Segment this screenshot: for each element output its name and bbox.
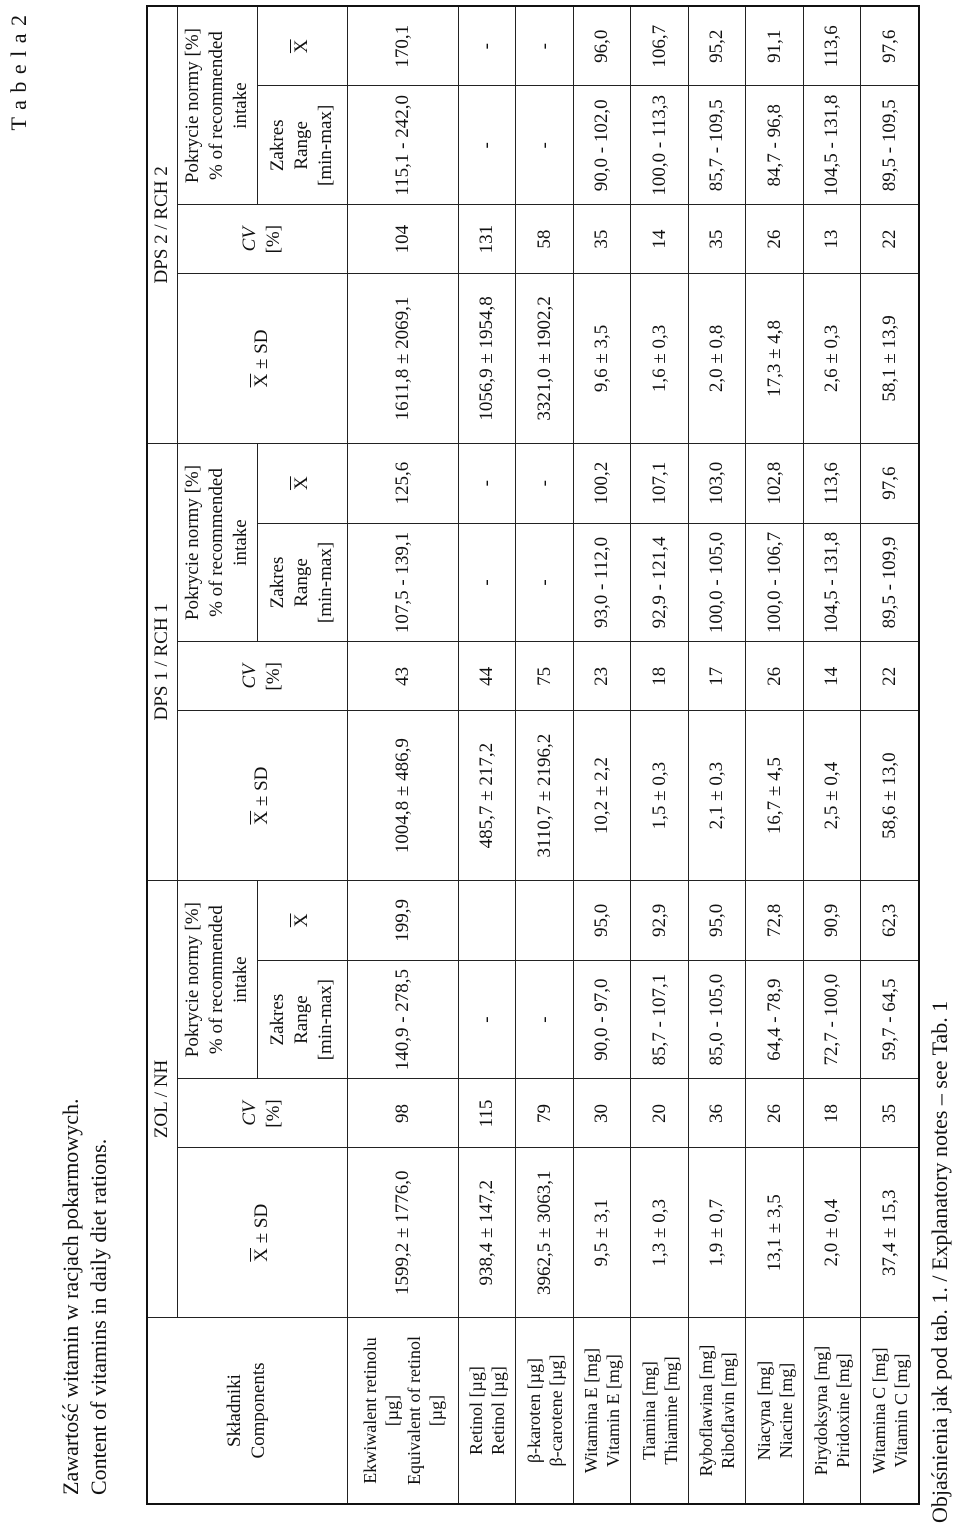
range-label: [min-max] bbox=[315, 541, 336, 624]
cv-cell: 30 bbox=[573, 1079, 631, 1148]
mean-sd-cell: 13,1 ± 3,5 bbox=[746, 1148, 804, 1318]
component-name-en: Niacine [mg] bbox=[775, 1362, 796, 1459]
mean-sd-cell: 1,3 ± 0,3 bbox=[631, 1148, 689, 1318]
mean-sd-cell: 485,7 ± 217,2 bbox=[458, 711, 516, 881]
coverage-mean-cell: 97,6 bbox=[861, 443, 919, 523]
mean-symbol: $\overline{X}$ bbox=[251, 810, 272, 825]
range-cell: 104,5 - 131,8 bbox=[803, 523, 861, 642]
footnote: Objaśnienia jak pod tab. 1. / Explanatory notes – see Tab. 1 bbox=[927, 1000, 952, 1523]
range-label: Range bbox=[291, 558, 312, 607]
range-cell: 104,5 - 131,8 bbox=[803, 86, 861, 205]
cv-cell: 104 bbox=[347, 205, 458, 274]
component-name-en: Vitamin C [mg] bbox=[890, 1353, 911, 1468]
cv-cell: 20 bbox=[631, 1079, 689, 1148]
range-label: Range bbox=[291, 121, 312, 170]
component-cell bbox=[631, 1318, 689, 1504]
coverage-mean-cell: - bbox=[458, 443, 516, 523]
component-name-pl: Pirydoksyna [mg] bbox=[811, 1345, 832, 1476]
mean-sd-header bbox=[177, 711, 347, 881]
mean-sd-cell: 1,6 ± 0,3 bbox=[631, 274, 689, 444]
component-name-pl: Witamina E [mg] bbox=[581, 1347, 602, 1474]
range-cell: 89,5 - 109,9 bbox=[861, 523, 919, 642]
range-cell: 140,9 - 278,5 bbox=[347, 960, 458, 1079]
cv-cell: 26 bbox=[746, 642, 804, 711]
range-cell: 84,7 - 96,8 bbox=[746, 86, 804, 205]
coverage-mean-symbol: $\overline{X}$ bbox=[291, 476, 312, 491]
coverage-mean-cell: 95,0 bbox=[573, 880, 631, 960]
components-header-pl: Składniki bbox=[224, 1374, 246, 1447]
range-cell: - bbox=[516, 523, 574, 642]
mean-sd-cell: 37,4 ± 15,3 bbox=[861, 1148, 919, 1318]
cv-cell: 115 bbox=[458, 1079, 516, 1148]
component-name-pl: Ryboflawina [mg] bbox=[696, 1344, 717, 1477]
range-header bbox=[257, 960, 347, 1079]
mean-sd-cell: 17,3 ± 4,8 bbox=[746, 274, 804, 444]
range-cell: 115,1 - 242,0 bbox=[347, 86, 458, 205]
range-cell: 100,0 - 113,3 bbox=[631, 86, 689, 205]
cv-cell: 35 bbox=[861, 1079, 919, 1148]
coverage-mean-cell: 95,0 bbox=[688, 880, 746, 960]
cv-cell: 26 bbox=[746, 1079, 804, 1148]
mean-sd-cell: 2,1 ± 0,3 bbox=[688, 711, 746, 881]
component-cell bbox=[458, 1318, 516, 1504]
cv-label: CV bbox=[239, 1101, 260, 1126]
coverage-header bbox=[177, 443, 257, 642]
cv-label: CV bbox=[239, 664, 260, 689]
component-cell bbox=[688, 1318, 746, 1504]
range-cell: 64,4 - 78,9 bbox=[746, 960, 804, 1079]
cv-cell: 22 bbox=[861, 205, 919, 274]
group-header-3: DPS 2 / RCH 2 bbox=[147, 6, 177, 443]
cv-cell: 35 bbox=[573, 205, 631, 274]
component-cell bbox=[347, 1318, 458, 1504]
coverage-mean-cell: 72,8 bbox=[746, 880, 804, 960]
range-cell: 85,7 - 109,5 bbox=[688, 86, 746, 205]
range-label: Range bbox=[291, 995, 312, 1044]
mean-sd-cell: 2,0 ± 0,8 bbox=[688, 274, 746, 444]
coverage-mean-cell: 91,1 bbox=[746, 6, 804, 86]
table-row bbox=[573, 6, 631, 1504]
cv-cell: 17 bbox=[688, 642, 746, 711]
cv-unit: [%] bbox=[263, 662, 284, 691]
cv-cell: 13 bbox=[803, 205, 861, 274]
mean-sd-cell: 9,5 ± 3,1 bbox=[573, 1148, 631, 1318]
mean-sd-cell: 10,2 ± 2,2 bbox=[573, 711, 631, 881]
cv-cell: 18 bbox=[803, 1079, 861, 1148]
coverage-mean-cell: 102,8 bbox=[746, 443, 804, 523]
mean-sd-cell: 2,5 ± 0,4 bbox=[803, 711, 861, 881]
coverage-mean-cell: 95,2 bbox=[688, 6, 746, 86]
sd-label: ± SD bbox=[251, 329, 272, 369]
cv-cell: 36 bbox=[688, 1079, 746, 1148]
coverage-mean-cell: 199,9 bbox=[347, 880, 458, 960]
range-cell: 85,7 - 107,1 bbox=[631, 960, 689, 1079]
coverage-mean-cell: - bbox=[458, 6, 516, 86]
component-name-pl: Tiamina [mg] bbox=[638, 1361, 659, 1460]
component-name-en: Retinol [µg] bbox=[488, 1366, 509, 1455]
range-label: Zakres bbox=[267, 993, 288, 1046]
cv-cell: 58 bbox=[516, 205, 574, 274]
cv-cell: 131 bbox=[458, 205, 516, 274]
coverage-mean-cell bbox=[458, 880, 516, 960]
range-cell: 89,5 - 109,5 bbox=[861, 86, 919, 205]
component-name-pl: Witamina C [mg] bbox=[868, 1347, 889, 1474]
coverage-mean-cell: 100,2 bbox=[573, 443, 631, 523]
range-cell: 72,7 - 100,0 bbox=[803, 960, 861, 1079]
mean-sd-cell: 938,4 ± 147,2 bbox=[458, 1148, 516, 1318]
component-name-en: Equivalent of retinol [µg] bbox=[403, 1336, 446, 1485]
coverage-mean-cell: 113,6 bbox=[803, 6, 861, 86]
table-row bbox=[746, 6, 804, 1504]
mean-sd-cell: 1056,9 ± 1954,8 bbox=[458, 274, 516, 444]
coverage-mean-cell: 62,3 bbox=[861, 880, 919, 960]
cv-header bbox=[177, 642, 347, 711]
coverage-mean-cell: 103,0 bbox=[688, 443, 746, 523]
cv-cell: 23 bbox=[573, 642, 631, 711]
range-cell: - bbox=[458, 960, 516, 1079]
component-name-en: Vitamin E [mg] bbox=[603, 1354, 624, 1467]
range-label: [min-max] bbox=[315, 979, 336, 1061]
mean-sd-cell: 1,9 ± 0,7 bbox=[688, 1148, 746, 1318]
range-cell: 90,0 - 102,0 bbox=[573, 86, 631, 205]
coverage-label-en: % of recommended intake bbox=[206, 31, 251, 180]
coverage-header bbox=[177, 6, 257, 205]
table-title-en: Content of vitamins in daily diet rations. bbox=[86, 1138, 111, 1495]
cv-header bbox=[177, 1079, 347, 1148]
mean-sd-cell: 2,6 ± 0,3 bbox=[803, 274, 861, 444]
cv-cell: 44 bbox=[458, 642, 516, 711]
mean-sd-cell: 3321,0 ± 1902,2 bbox=[516, 274, 574, 444]
sd-label: ± SD bbox=[251, 1203, 272, 1244]
group-header-2: DPS 1 / RCH 1 bbox=[147, 443, 177, 880]
coverage-mean-cell: 113,6 bbox=[803, 443, 861, 523]
range-cell: 92,9 - 121,4 bbox=[631, 523, 689, 642]
coverage-mean-cell: 92,9 bbox=[631, 880, 689, 960]
coverage-mean-cell: 96,0 bbox=[573, 6, 631, 86]
cv-cell: 79 bbox=[516, 1079, 574, 1148]
coverage-mean-header bbox=[257, 443, 347, 523]
coverage-mean-cell: 90,9 bbox=[803, 880, 861, 960]
table-title-pl: Zawartość witamin w racjach pokarmowych. bbox=[58, 1098, 83, 1495]
table-row bbox=[688, 6, 746, 1504]
coverage-label-pl: Pokrycie normy [%] bbox=[182, 902, 203, 1058]
mean-sd-cell: 3110,7 ± 2196,2 bbox=[516, 711, 574, 881]
group-header-1: ZOL / NH bbox=[147, 880, 177, 1317]
range-label: Zakres bbox=[267, 556, 288, 609]
coverage-mean-cell: 170,1 bbox=[347, 6, 458, 86]
cv-cell: 14 bbox=[631, 205, 689, 274]
mean-sd-cell: 58,6 ± 13,0 bbox=[861, 711, 919, 881]
range-cell: - bbox=[458, 523, 516, 642]
component-name-pl: Ekwiwalent retinolu [µg] bbox=[359, 1337, 402, 1484]
component-cell bbox=[516, 1318, 574, 1504]
range-cell: - bbox=[516, 86, 574, 205]
coverage-label-en: % of recommended intake bbox=[206, 905, 251, 1055]
mean-sd-cell: 1611,8 ± 2069,1 bbox=[347, 274, 458, 444]
coverage-label-pl: Pokrycie normy [%] bbox=[182, 464, 203, 621]
vitamins-table bbox=[146, 5, 920, 1505]
range-cell: 100,0 - 106,7 bbox=[746, 523, 804, 642]
cv-cell: 22 bbox=[861, 642, 919, 711]
range-cell: 93,0 - 112,0 bbox=[573, 523, 631, 642]
component-cell bbox=[803, 1318, 861, 1504]
coverage-mean-symbol: $\overline{X}$ bbox=[291, 913, 312, 928]
range-label: [min-max] bbox=[315, 104, 336, 186]
table-row bbox=[458, 6, 516, 1504]
coverage-mean-symbol: $\overline{X}$ bbox=[291, 39, 312, 54]
components-header-en: Components bbox=[248, 1362, 270, 1459]
mean-sd-cell: 3962,5 ± 3063,1 bbox=[516, 1148, 574, 1318]
coverage-label-en: % of recommended intake bbox=[206, 468, 251, 617]
table-row bbox=[347, 6, 458, 1504]
table-row bbox=[631, 6, 689, 1504]
mean-symbol: $\overline{X}$ bbox=[251, 373, 272, 388]
component-cell bbox=[573, 1318, 631, 1504]
range-cell: 100,0 - 105,0 bbox=[688, 523, 746, 642]
component-name-en: Riboflavin [mg] bbox=[718, 1352, 739, 1469]
range-cell: - bbox=[516, 960, 574, 1079]
coverage-mean-cell bbox=[516, 880, 574, 960]
mean-sd-cell: 58,1 ± 13,9 bbox=[861, 274, 919, 444]
table-label: T a b e l a 2 bbox=[6, 14, 31, 131]
range-label: Zakres bbox=[267, 119, 288, 172]
cv-label: CV bbox=[239, 227, 260, 252]
coverage-mean-cell: 106,7 bbox=[631, 6, 689, 86]
sd-label: ± SD bbox=[251, 766, 272, 807]
component-cell bbox=[746, 1318, 804, 1504]
mean-sd-header bbox=[177, 1148, 347, 1318]
cv-unit: [%] bbox=[263, 224, 284, 254]
coverage-header bbox=[177, 880, 257, 1079]
component-name-pl: Niacyna [mg] bbox=[753, 1360, 774, 1461]
table-row bbox=[861, 6, 919, 1504]
mean-symbol: $\overline{X}$ bbox=[251, 1248, 272, 1262]
cv-cell: 35 bbox=[688, 205, 746, 274]
component-name-en: Thiamine [mg] bbox=[660, 1356, 681, 1465]
coverage-mean-header bbox=[257, 880, 347, 960]
components-header bbox=[147, 1318, 347, 1504]
coverage-label-pl: Pokrycie normy [%] bbox=[182, 28, 203, 184]
range-cell: 85,0 - 105,0 bbox=[688, 960, 746, 1079]
component-cell bbox=[861, 1318, 919, 1504]
mean-sd-cell: 1004,8 ± 486,9 bbox=[347, 711, 458, 881]
range-cell: 59,7 - 64,5 bbox=[861, 960, 919, 1079]
mean-sd-header bbox=[177, 274, 347, 444]
component-name-pl: Retinol [µg] bbox=[466, 1366, 487, 1455]
component-name-en: Piridoxine [mg] bbox=[833, 1353, 854, 1468]
table-row bbox=[803, 6, 861, 1504]
mean-sd-cell: 1,5 ± 0,3 bbox=[631, 711, 689, 881]
cv-cell: 18 bbox=[631, 642, 689, 711]
cv-unit: [%] bbox=[263, 1099, 284, 1128]
coverage-mean-cell: - bbox=[516, 443, 574, 523]
mean-sd-cell: 2,0 ± 0,4 bbox=[803, 1148, 861, 1318]
table-row bbox=[516, 6, 574, 1504]
component-name-en: β-carotene [µg] bbox=[545, 1354, 566, 1467]
range-cell: - bbox=[458, 86, 516, 205]
coverage-mean-header bbox=[257, 6, 347, 86]
cv-cell: 75 bbox=[516, 642, 574, 711]
coverage-mean-cell: 97,6 bbox=[861, 6, 919, 86]
mean-sd-cell: 9,6 ± 3,5 bbox=[573, 274, 631, 444]
range-cell: 107,5 - 139,1 bbox=[347, 523, 458, 642]
coverage-mean-cell: - bbox=[516, 6, 574, 86]
component-name-pl: β-karoten [µg] bbox=[523, 1358, 544, 1464]
mean-sd-cell: 1599,2 ± 1776,0 bbox=[347, 1148, 458, 1318]
cv-cell: 43 bbox=[347, 642, 458, 711]
cv-header bbox=[177, 205, 347, 274]
mean-sd-cell: 16,7 ± 4,5 bbox=[746, 711, 804, 881]
cv-cell: 98 bbox=[347, 1079, 458, 1148]
range-header bbox=[257, 523, 347, 642]
range-cell: 90,0 - 97,0 bbox=[573, 960, 631, 1079]
coverage-mean-cell: 107,1 bbox=[631, 443, 689, 523]
range-header bbox=[257, 86, 347, 205]
cv-cell: 26 bbox=[746, 205, 804, 274]
cv-cell: 14 bbox=[803, 642, 861, 711]
coverage-mean-cell: 125,6 bbox=[347, 443, 458, 523]
